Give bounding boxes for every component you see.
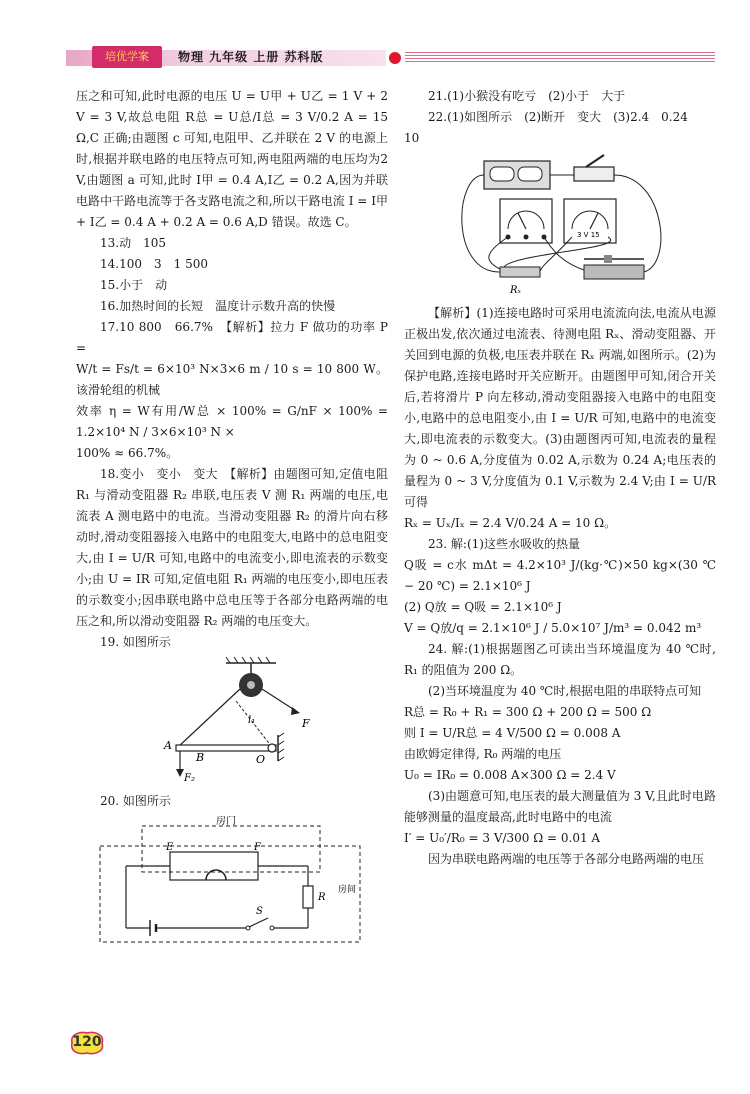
label-Rx: Rₓ bbox=[510, 285, 522, 296]
label-A: A bbox=[164, 739, 172, 752]
answer-24-part2: (2)当环境温度为 40 ℃时,根据电阻的串联特点可知 bbox=[428, 684, 702, 698]
answer-24-current: 则 I = U/R总 = 4 V/500 Ω = 0.008 A bbox=[404, 726, 621, 740]
header-rule-lines bbox=[405, 52, 715, 64]
header-dot bbox=[389, 52, 401, 64]
answer-24-part3: (3)由题意可知,电压表的最大测量值为 3 V,且此时电路能够测量的温度最高,此时电路中的电流 bbox=[404, 789, 716, 824]
answer-14: 14.100 3 1 500 bbox=[100, 257, 208, 271]
resistor-Rx bbox=[500, 267, 540, 277]
answer-22-analysis: 【解析】(1)连接电路时可采用电流流向法,电流从电源正极出发,依次通过电流表、待测电阻 Rₓ、滑动变阻器、开关回到电源的负极,电压表并联在 Rₓ 两端,如图所示。(2)为保护电路,连接电路时开关应断开。由题图甲可知,闭合开关后,若将滑片 P 向左移动,滑动变阻器接入电路中的电阻变小,电路中的总电阻变小,由 I = U/R 可知,电路中的电流变大,即电流表的示数变大。(3)由题图丙可知,电流表的量程为 0 ~ 0.6 A,分度值为 0.02 A,示数为 0.24 A;电压表的量程为 0 ~ 3 V,分度值为 0.1 V,示数为 2.4 V;由 I = U/R 可得 bbox=[404, 306, 716, 509]
answer-19: 19. 如图所示 bbox=[100, 635, 171, 649]
answer-23: 23. 解:(1)这些水吸收的热量 bbox=[428, 537, 580, 551]
label-door: 房门 bbox=[216, 816, 236, 827]
answer-13: 13.动 105 bbox=[100, 236, 166, 250]
page-number: 120 bbox=[72, 1034, 102, 1050]
lever-pulley-diagram bbox=[76, 657, 388, 787]
answer-24: 24. 解:(1)根据题图乙可读出当环境温度为 40 ℃时, R₁ 的阻值为 200 Ω。 bbox=[404, 642, 716, 677]
answer-15: 15.小于 动 bbox=[100, 278, 168, 292]
answer-17-line4: 100% ≈ 66.7%。 bbox=[76, 446, 179, 460]
answer-24-ohm: 由欧姆定律得, R₀ 两端的电压 bbox=[404, 747, 562, 761]
answer-24-i-prime: I′ = U₀′/R₀ = 3 V/300 Ω = 0.01 A bbox=[404, 831, 601, 845]
answer-22-result: Rₓ = Uₓ/Iₓ = 2.4 V/0.24 A = 10 Ω。 bbox=[404, 516, 617, 530]
page-number-badge bbox=[68, 1030, 106, 1056]
answer-24-u0: U₀ = IR₀ = 0.008 A×300 Ω = 2.4 V bbox=[404, 768, 616, 782]
answer-22-cont: 10 bbox=[404, 131, 420, 145]
answer-17-line2: W/t = Fs/t = 6×10³ N×3×6 m / 10 s = 10 800 W。该滑轮组的机械 bbox=[76, 362, 388, 397]
answer-12-continued: 压之和可知,此时电源的电压 U = U甲 + U乙 = 1 V + 2 V = 3 V,故总电阻 R总 = U总/I总 = 3 V/0.2 A = 15 Ω,C 正确;由题图 c 可知,电阻甲、乙并联在 2 V 的电源上时,根据并联电路的电压特点可知,两电阻两端的电压均为2 V,由题图 a 可知,此时 I甲 = 0.4 A,I乙 = 0.2 A,因为并联电路中干路电流等于各支路电流之和,所以干路电流 I = I甲 + I乙 = 0.4 A + 0.2 A = 0.6 A,D 错误。故选 C。 bbox=[76, 89, 388, 229]
answer-23-volume: V = Q放/q = 2.1×10⁶ J / 5.0×10⁷ J/m³ = 0.042 m³ bbox=[404, 621, 702, 635]
header-title: 物理 九年级 上册 苏科版 bbox=[178, 50, 324, 64]
switch-S bbox=[249, 918, 268, 927]
switch bbox=[574, 167, 614, 181]
label-l1: l₁ bbox=[248, 715, 256, 726]
label-room: 房间 bbox=[338, 885, 357, 895]
bell bbox=[206, 870, 226, 880]
label-F: F bbox=[254, 842, 261, 853]
answer-17-line1: 17.10 800 66.7% 【解析】拉力 F 做功的功率 P = bbox=[76, 320, 388, 355]
answer-17-line3: 效率 η = W有用/W总 × 100% = G/nF × 100% = 1.2×10⁴ N / 3×6×10³ N × bbox=[76, 404, 388, 439]
answer-18: 18.变小 变小 变大 【解析】由题图可知,定值电阻 R₁ 与滑动变阻器 R₂ 串联,电压表 V 测 R₁ 两端的电压,电流表 A 测电路中的电流。当滑动变阻器 R₂ 的滑片向右移动时,滑动变阻器接入电路中的电阻变大,电路中的总电阻变大,由 I = U/R 可知,电路中的电流变小,即电流表的示数变小;由 U = IR 可知,定值电阻 R₁ 两端的电压变小,即电压表的示数变小;因串联电路中总电压等于各部分电路两端的电压之和,所以滑动变阻器 R₂ 两端的电压变大。 bbox=[76, 467, 388, 628]
answer-24-cont: 因为串联电路两端的电压等于各部分电路两端的电压 bbox=[428, 852, 705, 866]
resistor-R bbox=[303, 886, 313, 908]
lever-bar bbox=[176, 745, 276, 751]
label-E: E bbox=[166, 842, 174, 853]
label-B: B bbox=[196, 751, 205, 764]
voltmeter-scale-label: 3 V 15 bbox=[577, 231, 600, 239]
header-tag: 培优学案 bbox=[92, 46, 162, 68]
label-F2: F₂ bbox=[184, 773, 195, 784]
label-R: R bbox=[318, 892, 326, 903]
answer-24-total-r: R总 = R₀ + R₁ = 300 Ω + 200 Ω = 500 Ω bbox=[404, 705, 652, 719]
rheostat bbox=[584, 265, 644, 279]
pivot-O bbox=[268, 744, 276, 752]
answer-16: 16.加热时间的长短 温度计示数升高的快慢 bbox=[100, 299, 336, 313]
door-circuit-diagram bbox=[76, 816, 388, 946]
answer-20: 20. 如图所示 bbox=[100, 794, 171, 808]
label-O: O bbox=[256, 753, 266, 766]
label-S: S bbox=[256, 906, 263, 917]
answer-21: 21.(1)小猴没有吃亏 (2)小于 大于 bbox=[428, 89, 626, 103]
answer-22: 22.(1)如图所示 (2)断开 变大 (3)2.4 0.24 bbox=[428, 110, 688, 124]
answer-23-q-absorb: Q吸 = c水 mΔt = 4.2×10³ J/(kg·℃)×50 kg×(30 ℃ − 20 ℃) = 2.1×10⁶ J bbox=[404, 558, 716, 593]
answer-23-q-release: (2) Q放 = Q吸 = 2.1×10⁶ J bbox=[404, 600, 562, 614]
left-column bbox=[76, 86, 388, 950]
label-F: F bbox=[302, 717, 310, 730]
measure-resistance-circuit bbox=[404, 153, 716, 299]
right-column bbox=[404, 86, 716, 870]
